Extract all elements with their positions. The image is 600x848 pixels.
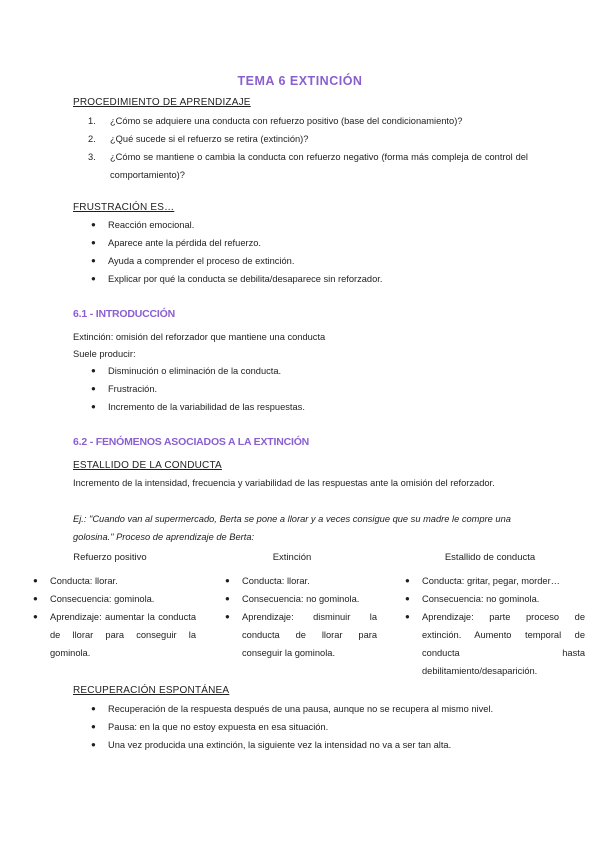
procedimiento-heading: PROCEDIMIENTO DE APRENDIZAJE (73, 97, 251, 108)
recuperacion-list (88, 700, 538, 754)
list-item: ● Explicar por qué la conducta se debilita/desaparece sin reforzador. (91, 274, 383, 284)
frustracion-list (88, 216, 528, 288)
list-item: 1. ¿Cómo se adquiere una conducta con refuerzo positivo (base del condicionamiento)? (88, 116, 463, 126)
list-item: ● Frustración. (91, 384, 158, 394)
frustracion-heading: FRUSTRACIÓN ES… (73, 202, 175, 213)
list-item: 2. ¿Qué sucede si el refuerzo se retira (extinción)? (88, 134, 309, 144)
list-item: ● Aprendizaje: disminuir la conducta de llorar para conseguir la gominola. (225, 612, 377, 658)
list-item: ● Recuperación de la respuesta después de una pausa, aunque no se recupera al mismo nivel. (91, 704, 494, 714)
list-item: ● Consecuencia: no gominola. (405, 594, 540, 604)
list-item: ● Consecuencia: no gominola. (225, 594, 360, 604)
intro-line: Suele producir: (73, 349, 136, 359)
section-heading-fenomenos: 6.2 - FENÓMENOS ASOCIADOS A LA EXTINCIÓN (73, 436, 310, 448)
list-item: ● Conducta: gritar, pegar, morder… (405, 576, 560, 586)
list-item: ● Disminución o eliminación de la conducta. (91, 366, 282, 376)
column-estallido-list (402, 572, 585, 680)
list-item: ● Incremento de la variabilidad de las respuestas. (91, 402, 305, 412)
page-title: TEMA 6 EXTINCIÓN (237, 74, 363, 88)
intro-line: Extinción: omisión del reforzador que mantiene una conducta (73, 332, 326, 342)
list-item: ● Una vez producida una extinción, la siguiente vez la intensidad no va a ser tan alta. (91, 740, 452, 750)
list-item: ● Conducta: llorar. (225, 576, 310, 586)
list-item: ● Aparece ante la pérdida del refuerzo. (91, 238, 261, 248)
list-item: ● Consecuencia: gominola. (33, 594, 155, 604)
list-item: ● Reacción emocional. (91, 220, 195, 230)
list-item: ● Conducta: llorar. (33, 576, 118, 586)
list-item: 3. ¿Cómo se mantiene o cambia la conducta con refuerzo negativo (forma más compleja de control del comportamiento)? (88, 152, 528, 180)
estallido-heading: ESTALLIDO DE LA CONDUCTA (73, 460, 222, 471)
column-refuerzo-list (30, 572, 196, 662)
list-item: ● Ayuda a comprender el proceso de extinción. (91, 256, 295, 266)
procedimiento-list (88, 112, 528, 184)
column-header-extincion: Extinción (272, 552, 312, 563)
estallido-text: Incremento de la intensidad, frecuencia y variabilidad de las respuestas ante la omisión del reforzador. (73, 478, 495, 488)
section-heading-intro: 6.1 - INTRODUCCIÓN (73, 308, 175, 320)
recuperacion-heading: RECUPERACIÓN ESPONTÁNEA (73, 685, 230, 696)
list-item: ● Aprendizaje: parte proceso de extinción. Aumento temporal de conducta hasta debilitamiento/desaparición. (405, 612, 585, 676)
column-extincion-list (222, 572, 377, 662)
ejemplo-text: Ej.: "Cuando van al supermercado, Berta se pone a llorar y a veces consigue que su madre le compre una golosina." Proceso de aprendizaje de Berta: (73, 514, 511, 542)
list-item: ● Aprendizaje: aumentar la conducta de llorar para conseguir la gominola. (33, 612, 196, 658)
intro-list (88, 362, 528, 416)
column-header-refuerzo: Refuerzo positivo (73, 552, 147, 563)
column-header-estallido: Estallido de conducta (444, 552, 536, 563)
list-item: ● Pausa: en la que no estoy expuesta en esa situación. (91, 722, 329, 732)
